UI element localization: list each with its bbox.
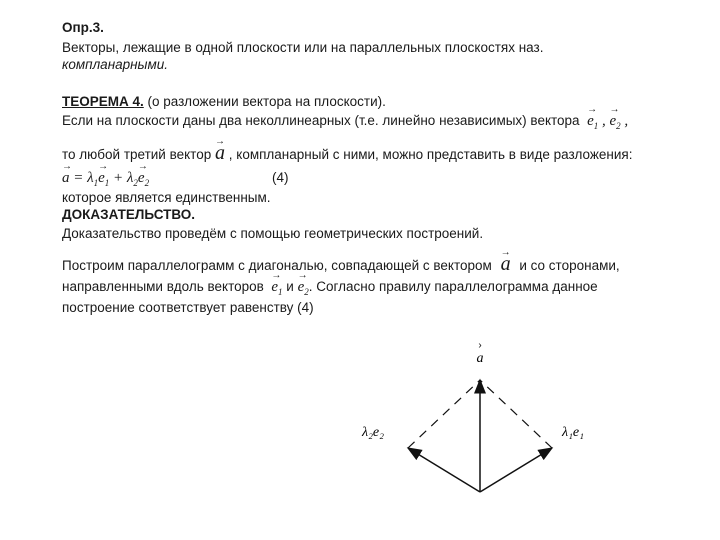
theorem-line-1 <box>62 113 628 134</box>
formula-line <box>62 170 289 191</box>
definition-line-1: Векторы, лежащие в одной плоскости или на параллельных плоскостях наз. <box>62 40 544 55</box>
vector-e2-inline: → $e_2$ <box>298 279 309 295</box>
label-lambda2-e2: λ₂e₂ <box>362 425 385 440</box>
dashed-right <box>480 380 552 448</box>
proof-line-3 <box>62 279 598 300</box>
dashed-left <box>408 380 480 448</box>
proof-line-4: построение соответствует равенству (4) <box>62 300 314 315</box>
definition-title: Опр.3. <box>62 20 104 35</box>
theorem-line-1-text: Если на плоскости даны два неколлинеарных (т.е. линейно независимых) вектора <box>62 113 580 128</box>
theorem-heading-line <box>62 94 386 110</box>
vector-a-inline: → a <box>496 253 516 275</box>
proof-line-2 <box>62 253 620 275</box>
proof-line-3b: и <box>286 279 294 294</box>
parallelogram-diagram <box>340 330 610 505</box>
proof-line-1: Доказательство проведём с помощью геометрических построений. <box>62 226 484 241</box>
theorem-heading: ТЕОРЕМА 4. <box>62 94 144 109</box>
label-a-arrow-icon: › <box>478 340 482 351</box>
vector-a: → a <box>215 142 225 164</box>
theorem-line-3: которое является единственным. <box>62 190 271 205</box>
proof-line-3a: направленными вдоль векторов <box>62 279 264 294</box>
proof-line-2b: и со сторонами, <box>519 258 620 273</box>
formula: → $a = \lambda_1\to e_1 + \lambda_2\to e_2$ <box>62 170 149 186</box>
proof-heading: ДОКАЗАТЕЛЬСТВО. <box>62 207 196 222</box>
vector-e1-inline: → $e_1$ <box>268 279 283 295</box>
vector-e1-e2: → $e_1$ , → $e_2$ , <box>583 113 628 129</box>
formula-number: (4) <box>272 170 289 185</box>
theorem-line-2a: то любой третий вектор <box>62 147 212 162</box>
proof-line-2a: Построим параллелограмм с диагональю, совпадающей с вектором <box>62 258 492 273</box>
proof-line-3c: . Согласно правилу параллелограмма данное <box>308 279 598 294</box>
definition-line-2: компланарными. <box>62 57 169 72</box>
label-a: a <box>476 351 484 366</box>
theorem-heading-rest: (о разложении вектора на плоскости). <box>143 94 386 109</box>
side-vector-left <box>408 448 480 492</box>
theorem-line-2b: , компланарный с ними, можно представить в виде разложения: <box>228 147 633 162</box>
label-lambda1-e1: λ₁e₁ <box>562 425 585 440</box>
side-vector-right <box>480 448 552 492</box>
